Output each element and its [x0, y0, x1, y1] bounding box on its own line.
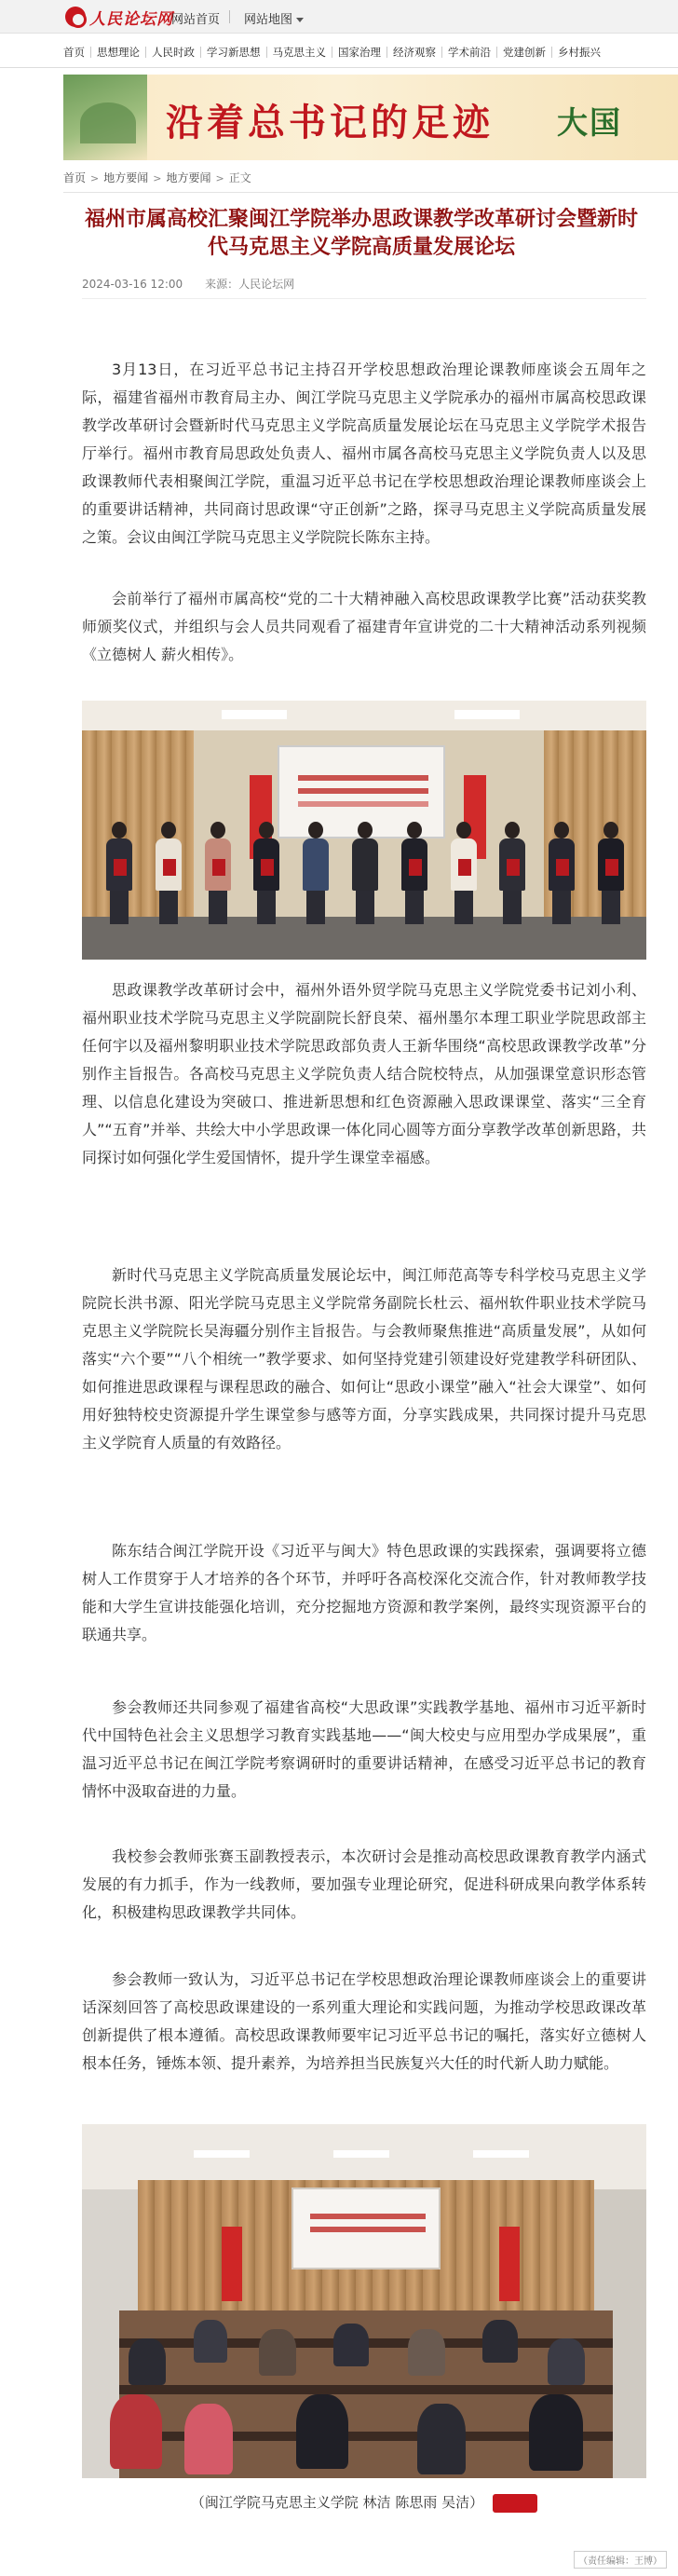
article-paragraph: 参会教师还共同参观了福建省高校“大思政课”实践教学基地、福州市习近平新时代中国特色社会主义思想学习教育实践基地——“闽大校史与应用型办学成果展”，重温习近平总书记在闽江学院考察调研时的重要讲话精神，在感受习近平总书记的教育情怀中汲取奋进的力量。 — [82, 1698, 646, 1800]
photo-caption — [82, 2489, 646, 2515]
topic-banner[interactable] — [63, 75, 678, 160]
seminar-photo — [82, 2124, 646, 2478]
article-paragraph: 新时代马克思主义学院高质量发展论坛中，闽江师范高等专科学校马克思主义学院院长洪书源、阳光学院马克思主义学院常务副院长杜云、福州软件职业技术学院马克思主义学院院长吴海疆分别作主旨报告。与会教师聚焦推进“高质量发展”，从如何落实“六个要”“八个相统一”教学要求、如何坚持党建引领建设好党建教学科研团队、如何推进思政课程与课程思政的融合、如何让“思政小课堂”融入“社会大课堂”、如何用好独特校史资源提升学生课堂参与感等方面，分享实践成果，共同探讨提升马克思主义学院育人质量的有效路径。 — [82, 1266, 646, 1452]
logo-text: 人民论坛网 — [89, 9, 173, 29]
article-paragraph: 思政课教学改革研讨会中，福州外语外贸学院马克思主义学院党委书记刘小利、福州职业技术学院马克思主义学院副院长舒良荣、福州墨尔本理工职业学院思政部主任何宇以及福州黎明职业技术学院思政部负责人王新华围绕“高校思政课教学改革”分别作主旨报告。各高校马克思主义学院负责人结合院校特点，从加强课堂意识形态管理、以信息化建设为突破口、推进新思想和红色资源融入思政课课堂、落实“三全育人”“五育”并举、共绘大中小学思政课一体化同心圆等方面分享教学改革创新思路，共同探讨如何强化学生爱国情怀，提升学生课堂幸福感。 — [82, 981, 646, 1166]
breadcrumb — [63, 170, 251, 185]
breadcrumb-local-news[interactable]: 地方要闻 — [103, 171, 149, 184]
banner-title: 沿着总书记的足迹 — [166, 101, 494, 144]
audience — [110, 2301, 622, 2478]
banner-title-tail: 大国 — [557, 104, 622, 141]
divider — [0, 67, 678, 68]
breadcrumb-local-news-sub[interactable]: 地方要闻 — [166, 171, 211, 184]
divider — [229, 10, 230, 23]
article-title: 福州市属高校汇聚闽江学院举办思政课教学改革研讨会暨新时代马克思主义学院高质量发展论坛 — [84, 207, 638, 259]
nav-item-marxism[interactable]: 马克思主义 — [266, 47, 332, 58]
sitemap-dropdown[interactable] — [244, 9, 304, 27]
nav-item-governance[interactable]: 国家治理 — [332, 47, 386, 58]
divider — [82, 298, 646, 299]
article-paragraph: 参会教师一致认为，习近平总书记在学校思想政治理论课教师座谈会上的重要讲话深刻回答了高校思政课建设的一系列重大理论和实践问题，为推动学校思政课改革创新提供了根本遵循。高校思政课教师要牢记习近平总书记的嘱托，落实好立德树人根本任务，锤炼本领、提升素养，为培养担当民族复兴大任的时代新人助力赋能。 — [82, 1970, 646, 2072]
article-paragraph: 3月13日，在习近平总书记主持召开学校思想政治理论课教师座谈会五周年之际，福建省福州市教育局主办、闽江学院马克思主义学院承办的福州市属高校思政课教学改革研讨会暨新时代马克思主义学院高质量发展论坛在马克思主义学院学术报告厅举行。福州市教育局思政处负责人、福州市属各高校马克思主义学院负责人以及思政课教师代表相聚闽江学院，重温习近平总书记在学校思想政治理论课教师座谈会上的重要讲话精神，共同商讨思政课“守正创新”之路，探寻马克思主义学院高质量发展之策。会议由闽江学院马克思主义学院院长陈东主持。 — [82, 361, 646, 546]
publish-date: 2024-03-16 12:00 — [82, 278, 183, 291]
breadcrumb-home[interactable]: 首页 — [63, 171, 87, 184]
article-paragraph: 我校参会教师张赛玉副教授表示，本次研讨会是推动高校思政课教育教学内涵式发展的有力抓手，作为一线教师，要加强专业理论研究，促进科研成果向教学体系转化，积极建构思政课教学共同体。 — [82, 1847, 646, 1921]
nav-item-theory[interactable]: 思想理论 — [90, 47, 145, 58]
site-logo[interactable] — [65, 7, 173, 27]
chevron-right-icon: > — [90, 172, 100, 184]
flag — [499, 2227, 520, 2301]
nav-item-party-building[interactable]: 党建创新 — [496, 47, 551, 58]
editor-note: （责任编辑：王博） — [574, 2551, 667, 2569]
nav-item-rural[interactable]: 乡村振兴 — [551, 47, 606, 58]
projection-screen — [292, 2188, 441, 2269]
home-link[interactable]: 网站首页 — [171, 13, 221, 27]
divider — [63, 192, 678, 193]
caption-logo — [493, 2494, 537, 2513]
source-label: 来源： — [205, 278, 239, 291]
chevron-down-icon — [296, 18, 304, 22]
nav-item-home[interactable]: 首页 — [63, 46, 85, 59]
breadcrumb-current: 正文 — [228, 171, 251, 184]
nav-item-academic[interactable]: 学术前沿 — [441, 47, 496, 58]
article-paragraph: 会前举行了福州市属高校“党的二十大精神融入高校思政课教学比赛”活动获奖教师颁奖仪式，并组织与会人员共同观看了福建青年宣讲党的二十大精神活动系列视频《立德树人 薪火相传》。 — [82, 590, 646, 663]
nav-item-politics[interactable]: 人民时政 — [145, 47, 200, 58]
caption-text: （闽江学院马克思主义学院 林洁 陈思雨 吴洁） — [190, 2494, 484, 2511]
source-name: 人民论坛网 — [238, 278, 295, 291]
channel-nav — [0, 41, 678, 63]
chevron-right-icon: > — [153, 172, 162, 184]
article-meta — [82, 276, 294, 292]
top-bar — [0, 0, 678, 34]
chevron-right-icon: > — [215, 172, 224, 184]
logo-icon — [65, 7, 86, 27]
award-ceremony-photo — [82, 701, 646, 960]
nav-item-new-thought[interactable]: 学习新思想 — [200, 47, 266, 58]
nav-item-economy[interactable]: 经济观察 — [386, 47, 441, 58]
article-paragraph: 陈东结合闽江学院开设《习近平与闽大》特色思政课的实践探索，强调要将立德树人工作贯穿于人才培养的各个环节，并呼吁各高校深化交流合作，针对教师教学技能和大学生宣讲技能强化培训，充分挖掘地方资源和教学案例，最终实现资源平台的联通共享。 — [82, 1542, 646, 1643]
banner-landscape-image — [63, 75, 147, 160]
sitemap-label: 网站地图 — [244, 13, 293, 27]
flag — [222, 2227, 242, 2301]
